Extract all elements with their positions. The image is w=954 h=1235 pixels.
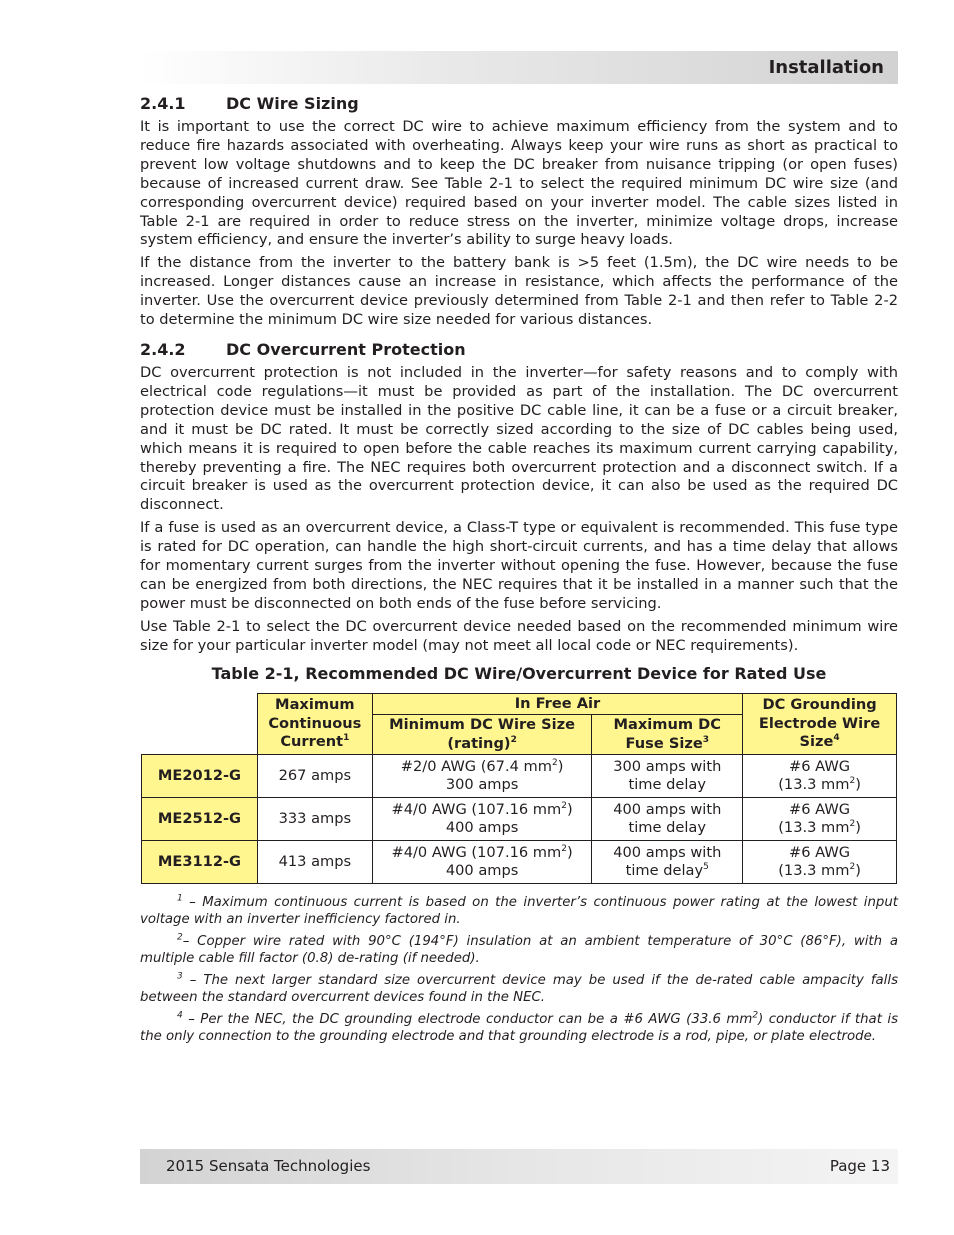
model-cell: ME2512-G <box>142 798 258 841</box>
paragraph: DC overcurrent protection is not included in the inverter—for safety reasons and to comply with electrical code regulations—it must be provided as part of the installation. The DC overcurrent protection device must be installed in the positive DC cable line, it can be a fuse or a circuit breaker, and it must be DC rated. It must be correctly sized according to the size of DC cables being used, which means it is required to open before the cable reaches its maximum current carrying capability, thereby preventing a fire. The NEC requires both overcurrent protection and a disconnect switch. If a circuit breaker is used as the overcurrent protection device, it can also be used as the required DC disconnect. <box>140 363 898 514</box>
page-footer-bar <box>140 1149 898 1184</box>
page-header-title: Installation <box>768 57 884 78</box>
header-max-continuous-current: Maximum Continuous Current$^1$ <box>257 693 372 755</box>
footnote: $^2$– Copper wire rated with 90°C (194°F) insulation at an ambient temperature of 30°C (86°F), with a multiple cable fill factor (0.8) de-rating (if needed). <box>140 932 898 967</box>
footnote: $^3$ – The next larger standard size overcurrent device may be used if the de-rated cable ampacity falls between the standard overcurrent devices found in the NEC. <box>140 971 898 1006</box>
table-row <box>142 798 897 841</box>
footnote: $^4$ – Per the NEC, the DC grounding electrode conductor can be a #6 AWG (33.6 $mm^2$) conductor if that is the only connection to the grounding electrode and that grounding electrode is a rod, pipe, or plate electrode. <box>140 1010 898 1044</box>
footnote: $^1$ – Maximum continuous current is based on the inverter’s continuous power rating at the lowest input voltage with an inverter inefficiency factored in. <box>140 893 898 928</box>
table-caption: Table 2-1, Recommended DC Wire/Overcurrent Device for Rated Use <box>211 663 827 683</box>
table-row <box>142 755 897 798</box>
wire-size-cell: #4/0 AWG (107.16 $mm^2$) 400 amps <box>372 798 592 841</box>
table-header-row <box>142 693 897 715</box>
page-content <box>140 94 898 1049</box>
model-cell: ME3112-G <box>142 841 258 884</box>
header-min-dc-wire-size: Minimum DC Wire Size (rating)$^2$ <box>372 715 592 755</box>
paragraph: If a fuse is used as an overcurrent device, a Class-T type or equivalent is recommended. This fuse type is rated for DC operation, can handle the high short-circuit currents, and has a time delay that allows for momentary current surges from the inverter without opening the fuse. However, because the fuse can be energized from both directions, the NEC requires that it be installed in a manner such that the power must be disconnected on both ends of the fuse before servicing. <box>140 519 898 612</box>
footer-copyright: 2015 Sensata Technologies <box>166 1157 371 1175</box>
fuse-size-cell: 400 amps with time delay <box>592 798 743 841</box>
recommended-dc-wire-table <box>141 693 897 885</box>
header-in-free-air: In Free Air <box>372 693 742 715</box>
paragraph: Use Table 2-1 to select the DC overcurrent device needed based on the recommended minimum wire size for your particular inverter model (may not meet all local code or NEC requirements). <box>140 617 898 654</box>
header-max-dc-fuse-size: Maximum DC Fuse Size$^3$ <box>592 715 743 755</box>
current-cell: 413 amps <box>257 841 372 884</box>
paragraph: If the distance from the inverter to the battery bank is >5 feet (1.5m), the DC wire needs to be increased. Longer distances cause an increase in resistance, which affects the performance of the inverter. Use the overcurrent device previously determined from Table 2-1 and then refer to Table 2-2 to determine the minimum DC wire size needed for various distances. <box>140 254 898 329</box>
table-corner-cell <box>142 693 258 755</box>
wire-size-cell: #4/0 AWG (107.16 $mm^2$) 400 amps <box>372 841 592 884</box>
section-title: DC Wire Sizing <box>226 94 359 113</box>
section-title: DC Overcurrent Protection <box>226 339 466 359</box>
grounding-wire-cell: #6 AWG (13.3 $mm^2$) <box>743 755 897 798</box>
grounding-wire-cell: #6 AWG (13.3 $mm^2$) <box>743 841 897 884</box>
paragraph: It is important to use the correct DC wire to achieve maximum efficiency from the system and to reduce fire hazards associated with overheating. Always keep your wire runs as short as practical to prevent low voltage shutdowns and to keep the DC breaker from nuisance tripping (or open fuses) because of increased current draw. See Table 2-1 to select the required minimum DC wire size (and corresponding overcurrent device) required based on your inverter model. The cable sizes listed in Table 2-1 are required in order to reduce stress on the inverter, minimize voltage drops, increase system efficiency, and ensure the inverter’s ability to surge heavy loads. <box>140 118 898 249</box>
footer-page-number: Page 13 <box>829 1157 890 1175</box>
section-number: 2.4.1 <box>140 94 186 113</box>
section-heading-dc-overcurrent-protection <box>140 340 898 360</box>
fuse-size-cell: 400 amps with time delay$^5$ <box>592 841 743 884</box>
current-cell: 333 amps <box>257 798 372 841</box>
current-cell: 267 amps <box>257 755 372 798</box>
grounding-wire-cell: #6 AWG (13.3 $mm^2$) <box>743 798 897 841</box>
footnotes <box>140 894 898 1045</box>
section-heading-dc-wire-sizing <box>140 94 898 114</box>
table-row <box>142 841 897 884</box>
fuse-size-cell: 300 amps with time delay <box>592 755 743 798</box>
header-dc-grounding-wire-size: DC Grounding Electrode Wire Size$^4$ <box>743 693 897 755</box>
section-number: 2.4.2 <box>140 339 186 359</box>
wire-size-cell: #2/0 AWG (67.4 $mm^2$) 300 amps <box>372 755 592 798</box>
page-header-bar <box>140 51 898 84</box>
model-cell: ME2012-G <box>142 755 258 798</box>
